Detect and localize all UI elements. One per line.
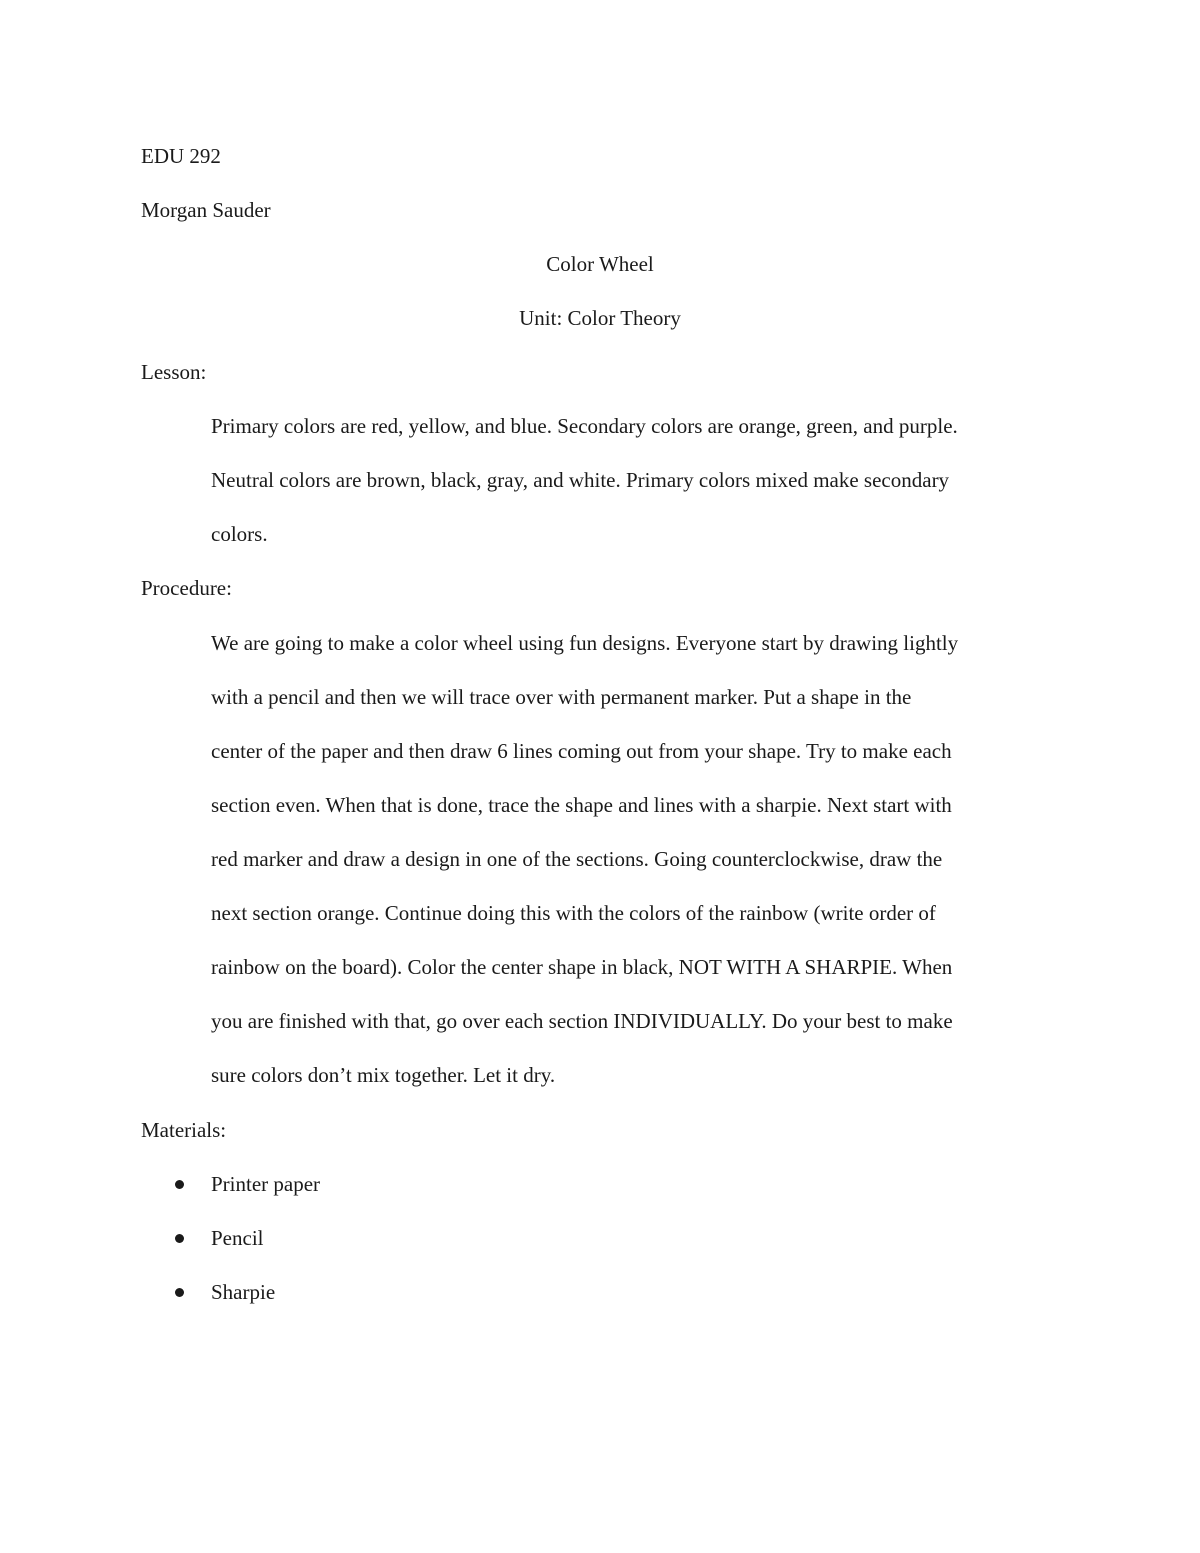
- course-code: EDU 292: [141, 144, 221, 168]
- materials-item: Pencil: [211, 1226, 264, 1250]
- bullet-icon: [175, 1288, 184, 1297]
- author-name: Morgan Sauder: [141, 198, 271, 222]
- materials-item: Printer paper: [211, 1172, 321, 1196]
- unit-subtitle: Unit: Color Theory: [519, 306, 681, 330]
- bullet-icon: [175, 1180, 184, 1189]
- procedure-line: you are finished with that, go over each section INDIVIDUALLY. Do your best to make: [211, 1009, 953, 1033]
- bullet-icon: [175, 1234, 184, 1243]
- procedure-line: sure colors don’t mix together. Let it dry.: [211, 1063, 556, 1087]
- procedure-line: red marker and draw a design in one of the sections. Going counterclockwise, draw the: [211, 847, 943, 871]
- procedure-heading: Procedure:: [141, 576, 232, 600]
- materials-heading: Materials:: [141, 1118, 227, 1142]
- procedure-line: section even. When that is done, trace the shape and lines with a sharpie. Next start with: [211, 793, 952, 817]
- lesson-heading: Lesson:: [141, 360, 207, 384]
- procedure-line: center of the paper and then draw 6 lines coming out from your shape. Try to make each: [211, 739, 952, 763]
- procedure-line: with a pencil and then we will trace over with permanent marker. Put a shape in the: [211, 685, 912, 709]
- materials-item: Sharpie: [211, 1280, 276, 1304]
- procedure-line: next section orange. Continue doing this with the colors of the rainbow (write order of: [211, 901, 936, 925]
- lesson-line: colors.: [211, 522, 268, 546]
- procedure-line: We are going to make a color wheel using fun designs. Everyone start by drawing lightly: [211, 631, 959, 655]
- lesson-line: Primary colors are red, yellow, and blue. Secondary colors are orange, green, and purple.: [211, 414, 958, 438]
- lesson-line: Neutral colors are brown, black, gray, and white. Primary colors mixed make secondary: [211, 468, 950, 492]
- document-title: Color Wheel: [546, 252, 654, 276]
- procedure-line: rainbow on the board). Color the center shape in black, NOT WITH A SHARPIE. When: [211, 955, 953, 979]
